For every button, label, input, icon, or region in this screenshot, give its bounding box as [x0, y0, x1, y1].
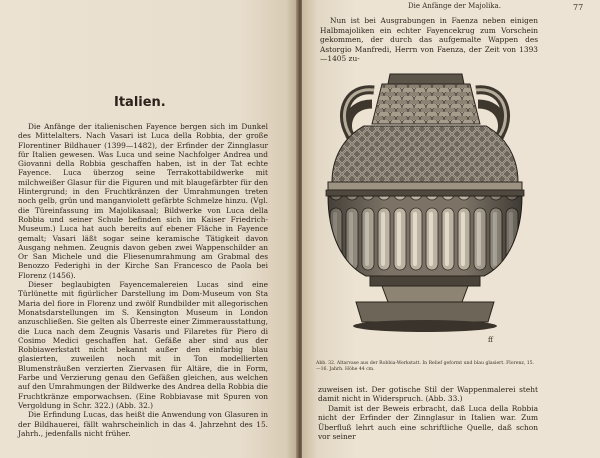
page-number: 77	[573, 3, 584, 12]
altar-vase-illustration	[312, 64, 538, 358]
paragraph: Nun ist bei Ausgrabungen in Faenza neben einigen Halbmajoliken ein echter Fayencekrug zum Vorschein gekommen, der durch das aufgemalte Wappen des Astorgio Manfredi, Herrn von Faenza, der Zeit von 1393—1405 zu-	[320, 16, 538, 64]
paragraph: Die Erfindung Lucas, das heißt die Anwendung von Glasuren in der Bildhauerei, fällt wahrscheinlich in das 4. Jahrzehnt des 15. Jahrh., jedenfalls nicht früher.	[18, 410, 268, 438]
figure-caption: Abb. 32. Altarvase aus der Robbia-Werkstatt. In Relief geformt und blau glasiert. Florenz, 15.—16. Jahrh. Höhe 44 cm.	[316, 361, 535, 372]
illustration-signature: ff	[488, 336, 493, 344]
left-page	[0, 0, 298, 458]
right-page-bottom-text	[318, 385, 538, 441]
running-head: Die Anfänge der Majolika.	[408, 2, 501, 10]
paragraph: Dieser beglaubigten Fayencemalereien Lucas sind eine Türlünette mit figürlicher Darstellung im Dom-Museum von Sta Maria del fiore in Florenz und zwölf Rundbilder mit allegorischen Monatsdarstellungen im S. Kensington Museum in London anzuschließen. Sie gelten als Überreste einer Zimmerausstattung, die Luca nach dem Zeugnis Vasaris und Filaretes für Piero di Cosimo Medici geschaffen hat. Gefäße aber sind aus der Robbiawerkstatt nicht bekannt außer den einfarbig blau glasierten, zuweilen noch mit in Ton modellierten Blumensträußen verzierten Ziervasen für Altäre, die in Form, Farbe und Verzierung genau den Gefäßen gleichen, aus welchen auf den Umrahmungen der Bildwerke des Andrea della Robbia die Fruchtkränze emporwachsen. (Eine Robbiavase mit Spuren von Vergoldung in Schr. 322.) (Abb. 32.)	[18, 280, 268, 410]
paragraph: Die Anfänge der italienischen Fayence bergen sich im Dunkel des Mittelalters. Nach Vasari ist Luca della Robbia, der große Florentiner Bildhauer (1399—1482), der Erfinder der Zinnglasur für Italien gewesen. Was Luca und seine Nachfolger Andrea und Giovanni della Robbia geschaffen haben, ist in der Tat echte Fayence. Luca überzog seine Terrakottabildwerke mit milchweißer Glasur für die Figuren und mit blaugefärbter für den Hintergrund; in den Fruchtkränzen der Umrahmungen treten noch gelb, grün und manganviolett gefärbte Schmelze hinzu. (Vgl. die Türeinfassung im Majolikasaal; Bildwerke von Luca della Robbia und seiner Schule befinden sich im Kaiser Friedrich-Museum.) Luca hat auch bereits auf ebener Fläche in Fayence gemalt; Vasari läßt sogar seine keramische Tätigkeit davon Ausgang nehmen. Zeugnis davon geben zwei Wappenschilder an Or San Michele und die Fliesenumrahmung am Grabmal des Benozzo Federighi in der Kirche San Francesco de Paola bei Florenz (1456).	[18, 122, 268, 280]
paragraph: Damit ist der Beweis erbracht, daß Luca della Robbia nicht der Erfinder der Zinnglasur in Italien war. Zum Überfluß lehrt auch eine schriftliche Quelle, daß schon vor seiner	[318, 403, 538, 442]
right-page-top-text	[320, 16, 538, 64]
section-heading: Italien.	[114, 95, 166, 110]
paragraph: zuweisen ist. Der gotische Stil der Wappenmalerei steht damit nicht in Widerspruch. (Abb. 33.)	[318, 385, 538, 404]
left-page-body	[18, 122, 268, 438]
